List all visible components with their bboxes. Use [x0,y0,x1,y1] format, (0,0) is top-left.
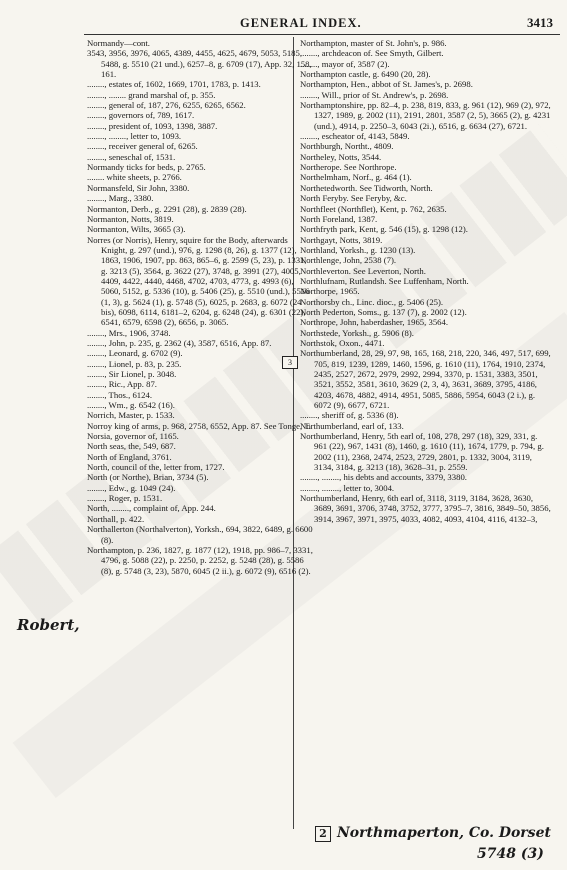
index-entry: Normansfeld, Sir John, 3380. [87,182,190,193]
index-entry: ........, estates of, 1602, 1669, 1701, 1783, p. 1413. [87,79,261,90]
index-entry: Norres (or Norris), Henry, squire for the Body, afterwards Knight, g. 297 (und.), 976, g. 1298 (8, 26), g. 1377 (12), 1863, 1906, 1907, pp. 863, 865–6, g. 2599 (5, 23), p. 1331, g. 3213 (5), 3564, g. 3622 (27), 3748, g. 3991 (27), 4005, 4409, 4422, 4440, 4468, 4702, 4703, 4773, g. 4993 (6), 5060, 5152, g. 5336 (10), g. 5406 (25), g. 5510 (und.), 5516 (1, 3), g. 5624 (1), g. 5748 (5), 6025, p. 2683, g. 6072 (24 bis), 6098, 6114, 6181–2, 6204, g. 6248 (24), g. 6301 (22), 6541, 6579, 6598 (2), 6656, p. 3065. [87,234,310,328]
index-entry: Northstede, Yorksh., g. 5906 (8). [300,327,414,338]
index-entry: Norroy king of arms, p. 968, 2758, 6552, App. 87. See Tonge, T. [87,420,312,431]
index-entry: Normandy—cont. [87,38,150,48]
index-entry: Northleverton. See Leverton, North. [300,265,426,276]
index-entry: North, council of the, letter from, 1727. [87,462,225,473]
handwritten-annotation [315,825,551,842]
index-entry: Northburgh, Northt., 4809. [300,141,394,152]
index-entry: Norrich, Master, p. 1533. [87,410,175,421]
index-entry: Norsia, governor of, 1165. [87,431,179,442]
index-entry: Northampton, p. 236, 1827, g. 1877 (12), 1918, pp. 986–7, 3331, 4796, g. 5088 (22), p. 2250, p. 2252, g. 5248 (28), g. 5586 (8), g. 5748 (3, 23), 5870, 6045 (2 ii.), g. 6072 (9), 6516 (2). [87,544,313,576]
index-entry: ........ white sheets, p. 2766. [87,172,182,183]
index-entry: Northfleet (Northflet), Kent, p. 762, 2635. [300,203,447,214]
index-entry: ........, archdeacon of. See Smyth, Gilbert. [300,48,444,59]
index-entry: ........, governors of, 789, 1617. [87,110,195,121]
index-entry: Northeley, Notts, 3544. [300,151,382,162]
index-entry: Northorpe, 1965. [300,286,360,297]
index-entry: ........, Leonard, g. 6702 (9). [87,348,183,359]
annotation-line-2: 5748 (3) [477,846,544,862]
index-entry: ........, Mrs., 1906, 3748. [87,327,171,338]
index-entry: Northumberland, earl of, 133. [300,420,404,431]
index-entry: North Foreland, 1387. [300,213,378,224]
index-entry: ........, Will., prior of St. Andrew's, p. 2698. [300,89,449,100]
index-entry: Northorsby ch., Linc. dioc., g. 5406 (25). [300,296,444,307]
index-entry: Northlenge, John, 2538 (7). [300,255,397,266]
left-column [87,38,313,576]
index-entry: ........, Ric., App. 87. [87,379,157,390]
index-entry: Northgayt, Notts, 3819. [300,234,383,245]
index-entry: Northlufnam, Rutlandsh. See Luffenham, North. [300,275,469,286]
annotation-line-1: Northmaperton, Co. Dorset [337,825,551,841]
index-entry: ........, Edw., g. 1049 (24). [87,482,176,493]
index-entry: Normanton, Notts, 3819. [87,213,174,224]
index-entry: ........, ........ grand marshal of, p. 355. [87,89,216,100]
index-entry: Northumberland, Henry, 6th earl of, 3118, 3119, 3184, 3628, 3630, 3689, 3691, 3706, 3748, 3752, 3777, 3795–7, 3816, 3849–50, 3856, 3914, 3967, 3971, 3975, 4033, 4082, 4093, 4104, 4116, 4132–3, [300,493,551,524]
index-entry: ........, Thos., 6124. [87,389,152,400]
index-entry: Northerope. See Northrope. [300,162,397,173]
index-entry: Northampton castle, g. 6490 (20, 28). [300,69,431,80]
index-entry: ........, escheator of, 4143, 5849. [300,131,410,142]
index-entry: Northstok, Oxon., 4471. [300,337,385,348]
index-entry: Normanton, Wilts, 3665 (3). [87,224,186,235]
index-entry: ........, Roger, p. 1531. [87,493,163,504]
index-entry: North Feryby. See Feryby, &c. [300,193,407,204]
index-entry: ........, Lionel, p. 83, p. 235. [87,358,182,369]
index-entry: Northampton, Hen., abbot of St. James's, p. 2698. [300,79,473,90]
margin-annotation: Robert, [17,616,80,634]
index-entry: Northumberland, Henry, 5th earl of, 108, 278, 297 (18), 329, 331, g. 961 (22), 967, 1431 (8), 1460, g. 1610 (11), 1674, 1779, p. 794, g. 2002 (11), 2368, 2474, 2523, 2729, 2801, p. 1332, 3004, 3119, 3134, 3184, g. 3213 (18), 3628–31, p. 2559. [300,431,544,473]
index-entry: ........, John, p. 235, g. 2362 (4), 3587, 6516, App. 87. [87,337,272,348]
index-entry: ........, Marg., 3380. [87,193,154,204]
index-entry: ........, ........, letter to, 3004. [300,482,395,493]
index-entry: ........, Wm., g. 6542 (16). [87,400,175,411]
inline-annotation-box: 3 [282,356,298,369]
page-number: 3413 [527,15,553,30]
index-entry: ........, Sir Lionel, p. 3048. [87,369,177,379]
index-entry: ........, ........, letter to, 1093. [87,131,182,142]
right-column [300,38,552,524]
index-entry: Northumberland, 28, 29, 97, 98, 165, 168, 218, 220, 346, 497, 517, 699, 705, 819, 1239, 1289, 1460, 1596, g. 1610 (11), 1764, 1910, 2374, 2435, 2527, 2672, 2979, 2992, 2994, 3370, p. 1531, 3383, 3501, 3521, 3552, 3581, 3610, 3629 (2, 3, 4), 3631, 3689, 3795, 4186, 4203, 4678, 4882, 4914, 4951, 5085, 5886, 5954, 6043 (2 i.), g. 6072 (9), 6677, 6721. [300,348,551,411]
index-entry: 3543, 3956, 3976, 4065, 4389, 4455, 4625, 4679, 5053, 5185, 5488, g. 5510 (21 und.), 6257–8, g. 6709 (17), App. 32, 158, 161. [87,48,312,80]
index-title: GENERAL INDEX. [240,16,362,30]
index-entry: Northrope, John, haberdasher, 1965, 3564. [300,317,449,328]
index-entry: Northallerton (Northalverton), Yorksh., 694, 3822, 6489, g. 6600 (8). [87,524,313,545]
index-entry: ........, seneschal of, 1531. [87,151,176,162]
index-entry: ........, mayor of, 3587 (2). [300,58,390,69]
index-entry: ........, receiver general of, 6265. [87,141,198,152]
index-entry: North (or Northe), Brian, 3734 (5). [87,472,209,483]
index-entry: ........, general of, 187, 276, 6255, 6265, 6562. [87,100,246,111]
header-rule [84,34,560,35]
index-entry: Normanton, Derb., g. 2291 (28), g. 2839 (28). [87,203,247,214]
index-entry: Northamptonshire, pp. 82–4, p. 238, 819, 833, g. 961 (12), 969 (2), 972, 1327, 1989, g. 2002 (11), 2191, 2801, 3587 (2, 5), 3665 (2), g. 4231 (und.), 4914, p. 2250–3, 6043 (2i.), 6516, g. 6634 (27), 6721. [300,100,551,131]
index-entry: Northampton, master of St. John's, p. 986. [300,38,447,48]
annotation-box: 2 [315,826,331,842]
index-entry: North seas, the, 549, 687. [87,441,176,452]
index-entry: North of England, 3761. [87,451,172,462]
index-entry: Northall, p. 422. [87,513,145,524]
index-entry: ........, sheriff of, g. 5336 (8). [300,410,399,421]
index-entry: ........, ........, his debts and accounts, 3379, 3380. [300,472,467,483]
index-entry: North Pederton, Soms., g. 137 (7), g. 2002 (12). [300,306,467,317]
index-entry: ........, president of, 1093, 1398, 3887. [87,120,218,131]
index-entry: North, ........, complaint of, App. 244. [87,503,216,514]
index-entry: Northelmham, Norf., g. 464 (1). [300,172,412,183]
index-entry: Normandy ticks for beds, p. 2765. [87,162,206,173]
index-entry: Northetedworth. See Tidworth, North. [300,182,433,193]
index-entry: Northfryth park, Kent, g. 546 (15), g. 1298 (12). [300,224,468,235]
page-header [0,14,567,34]
index-entry: Northland, Yorksh., g. 1230 (13). [300,244,416,255]
